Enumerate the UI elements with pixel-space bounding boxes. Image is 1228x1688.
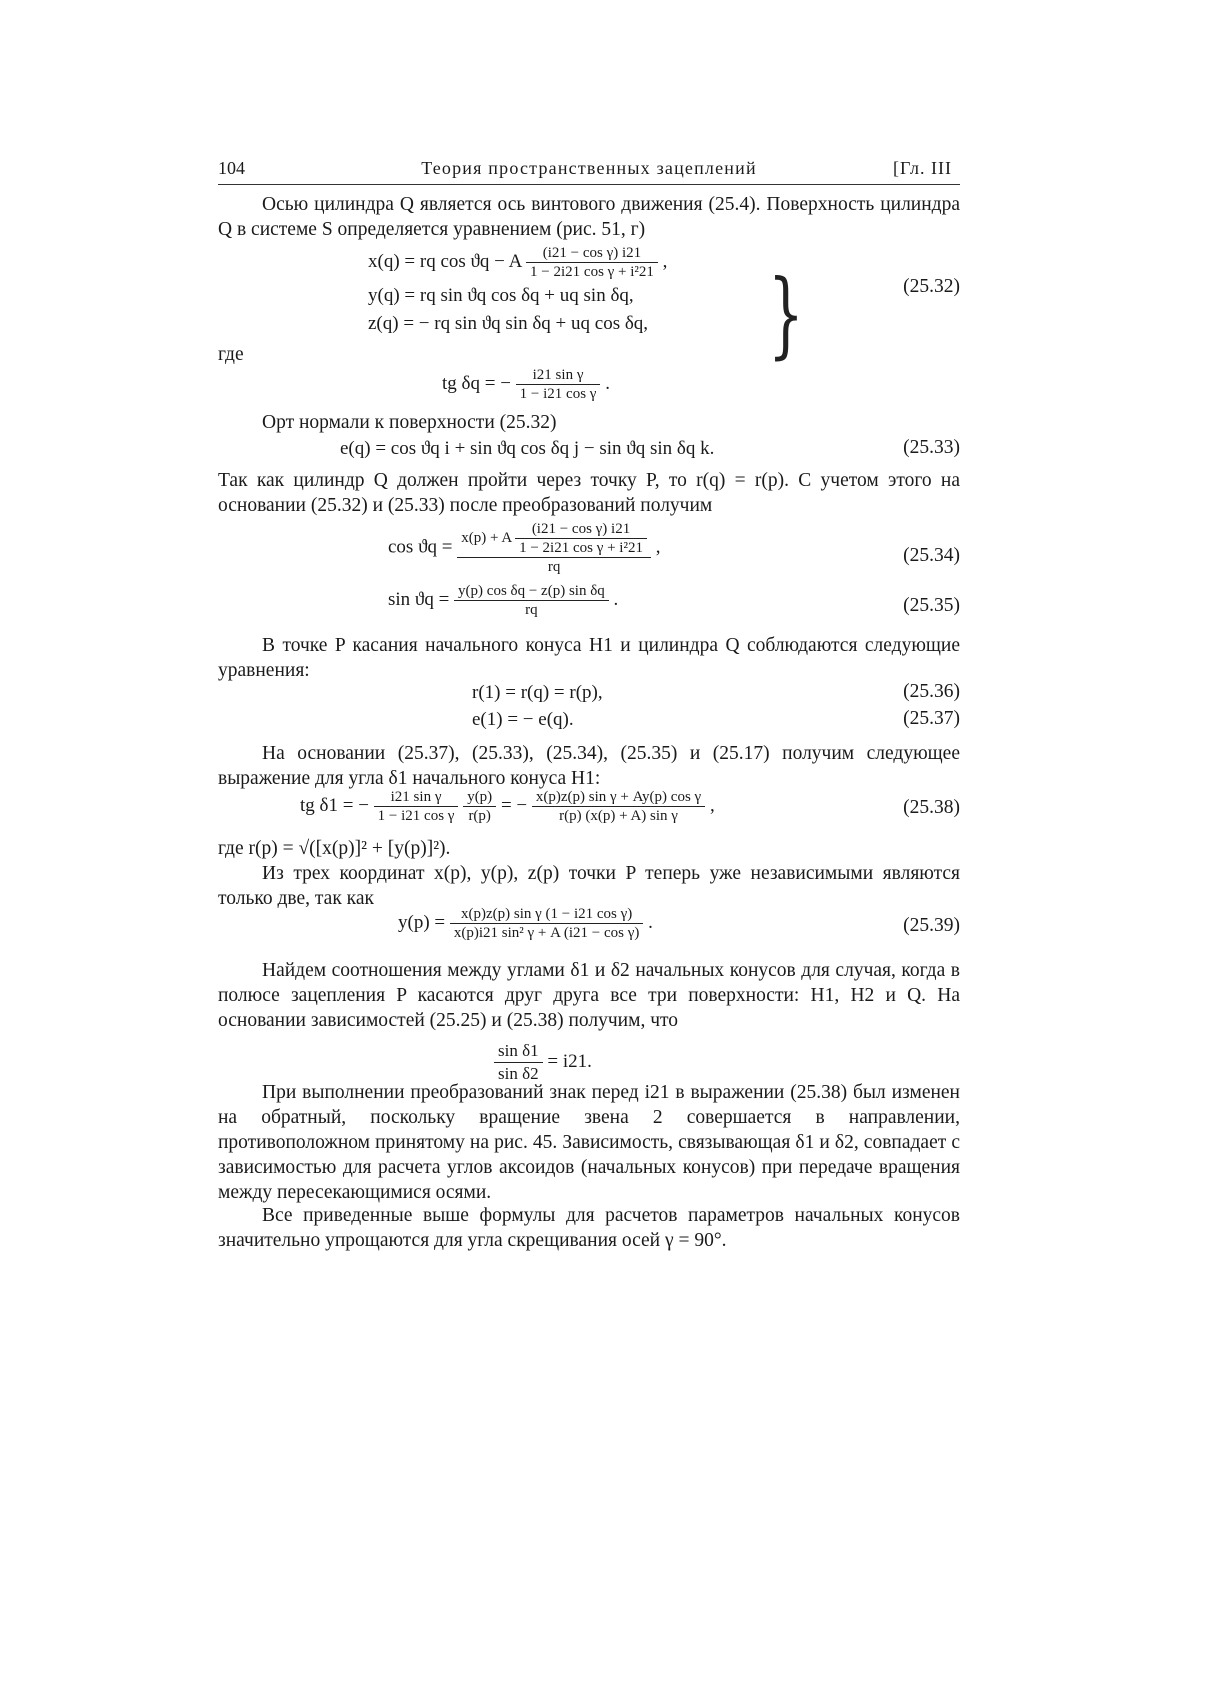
equation-25-34: cos ϑq = x(p) + A $\frac{\text{(i21 − cos γ) i21}}{\text{1 − 2i21 cos γ + i²21}}$ rq , — [388, 521, 661, 575]
equation-25-37: e(1) = − e(q). — [472, 709, 574, 730]
equation-system-brace: } — [768, 260, 804, 369]
equation-number-25-34: (25.34) — [903, 545, 960, 566]
equation-25-32-line-2: y(q) = rq sin ϑq cos δq + uq sin δq, — [368, 285, 634, 306]
paragraph-sign-change: При выполнении преобразований знак перед i21 в выражении (25.38) был изменен на обратный, поскольку вращение звена 2 совершается в направлении, противоположном принятому на рис. 45. Зависимость, связывающая δ1 и δ2, совпадает с зависимостью для расчета углов аксоидов (начальных конусов) при передаче вращения между пересекающимися осями. — [218, 1082, 960, 1203]
equation-number-25-38: (25.38) — [903, 797, 960, 818]
equation-25-35: sin ϑq = $\frac{\text{y(p) cos δq − z(p) sin δq}}{rq}$ . — [388, 583, 619, 618]
chapter-label: [Гл. III — [892, 158, 952, 178]
equation-25-38: tg δ1 = − $\frac{\text{i21 sin γ}}{\text{1 − i21 cos γ}}$ $\frac{y(p)}{r(p)}$ = − $\frac{\text{x(p)z(p) sin γ + Ay(p) cos γ}}{\text{r(p) (x(p) + A) sin γ}}$ , — [300, 789, 715, 824]
equation-tg-delta-q: tg δq = − $\frac{\text{i21 sin γ}}{\text{1 − i21 cos γ}}$ . — [442, 367, 610, 402]
paragraph-cylinder-axis: Осью цилиндра Q является ось винтового движения (25.4). Поверхность цилиндра Q в системе S определяется уравнением (рис. 51, г) — [218, 194, 960, 240]
equation-25-39: y(p) = $\frac{\text{x(p)z(p) sin γ (1 − i21 cos γ)}}{\text{x(p)i21 sin² γ + A (i21 − cos γ)}}$ . — [398, 906, 653, 941]
equation-25-32-line-3: z(q) = − rq sin ϑq sin δq + uq cos δq, — [368, 313, 649, 334]
where-label-2: где r(p) = √([x(p)]² + [y(p)]²). — [218, 838, 451, 859]
paragraph-coordinates: Из трех координат x(p), y(p), z(p) точки P теперь уже независимыми являются только две, так как — [218, 863, 960, 909]
equation-number-25-33: (25.33) — [903, 437, 960, 458]
paragraph-tangency: В точке P касания начального конуса H1 и цилиндра Q соблюдаются следующие уравнения: — [218, 635, 960, 681]
equation-number-25-32: (25.32) — [903, 276, 960, 297]
paragraph-angle-delta1: На основании (25.37), (25.33), (25.34), (25.35) и (25.17) получим следующее выражение для угла δ1 начального конуса H1: — [218, 743, 960, 789]
equation-25-32-line-1: x(q) = rq cos ϑq − A $\frac{\text{(i21 − cos γ) i21}}{\text{1 − 2i21 cos γ + i²21}}$ , — [368, 245, 668, 280]
running-title: Теория пространственных зацеплений — [421, 158, 757, 178]
equation-number-25-37: (25.37) — [903, 708, 960, 729]
paragraph-point-p: Так как цилиндр Q должен пройти через точку P, то r(q) = r(p). С учетом этого на основании (25.32) и (25.33) после преобразований получим — [218, 470, 960, 516]
paragraph-cone-relation: Найдем соотношения между углами δ1 и δ2 начальных конусов для случая, когда в полюсе зацепления P касаются друг друга все три поверхности: H1, H2 и Q. На основании зависимостей (25.25) и (25.38) получим, что — [218, 960, 960, 1031]
paragraph-simplification: Все приведенные выше формулы для расчетов параметров начальных конусов значительно упрощаются для угла скрещивания осей γ = 90°. — [218, 1205, 960, 1251]
paragraph-normal-vector: Орт нормали к поверхности (25.32) — [262, 412, 557, 433]
where-label-1: где — [218, 344, 244, 365]
page-number: 104 — [218, 158, 245, 178]
equation-number-25-39: (25.39) — [903, 915, 960, 936]
equation-25-36: r(1) = r(q) = r(p), — [472, 682, 603, 703]
equation-sine-ratio: $\frac{\text{sin δ1}}{\text{sin δ2}}$ = i21. — [494, 1040, 592, 1085]
equation-25-33: e(q) = cos ϑq i + sin ϑq cos δq j − sin ϑq sin δq k. — [340, 438, 715, 459]
equation-number-25-35: (25.35) — [903, 595, 960, 616]
running-header — [218, 158, 960, 185]
equation-number-25-36: (25.36) — [903, 681, 960, 702]
